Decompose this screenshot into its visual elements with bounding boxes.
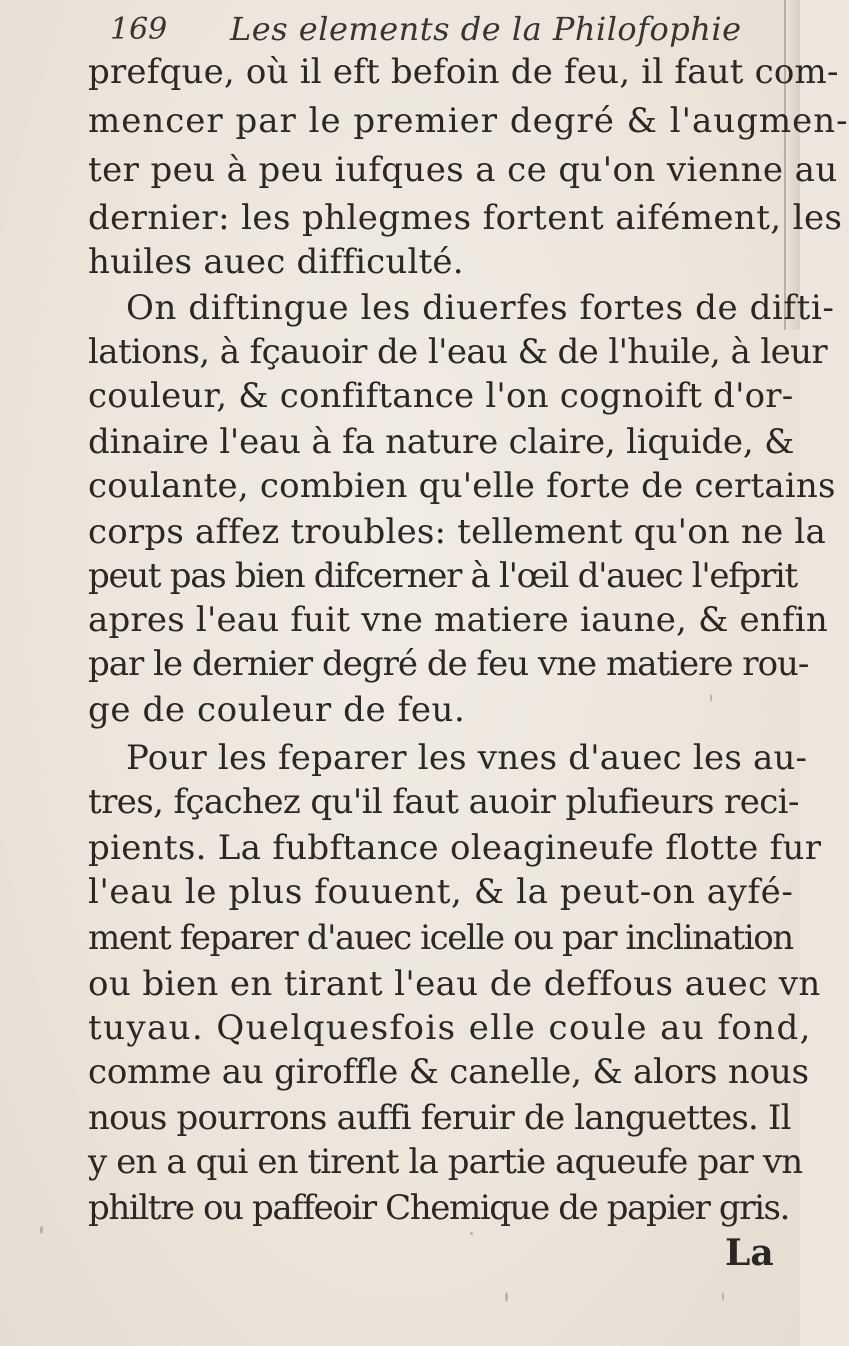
text-line: Pour les feparer les vnes d'auec les au- <box>126 738 808 778</box>
catchword: La <box>725 1232 774 1274</box>
text-line: couleur, & confiftance l'on cognoift d'or- <box>88 376 794 416</box>
text-line: peut pas bien difcerner à l'œil d'auec l'efprit <box>88 556 797 596</box>
text-line: tuyau. Quelquesfois elle coule au fond, <box>88 1008 812 1048</box>
text-line: lations, à fçauoir de l'eau & de l'huile, à leur <box>88 332 828 372</box>
page-number: 169 <box>110 12 168 47</box>
text-line: corps affez troubles: tellement qu'on ne la <box>88 512 826 552</box>
text-line: pients. La fubftance oleagineufe flotte fur <box>88 828 822 868</box>
text-line: ment feparer d'auec icelle ou par inclination <box>88 918 793 958</box>
text-line: par le dernier degré de feu vne matiere rou- <box>88 644 809 684</box>
text-line: tres, fçachez qu'il faut auoir plufieurs reci- <box>88 782 799 822</box>
text-line: dinaire l'eau à fa nature claire, liquide, & <box>88 422 795 462</box>
text-line: ou bien en tirant l'eau de deffous auec vn <box>88 964 821 1004</box>
text-line: prefque, où il eft befoin de feu, il faut com- <box>88 52 839 92</box>
text-line: comme au giroffle & canelle, & alors nous <box>88 1052 809 1092</box>
text-line: ter peu à peu iufques a ce qu'on vienne au <box>88 150 838 190</box>
text-line: nous pourrons auffi feruir de languettes. Il <box>88 1098 791 1138</box>
text-line: l'eau le plus fouuent, & la peut-on ayfé- <box>88 872 794 912</box>
text-line: dernier: les phlegmes fortent aifément, les <box>88 198 843 238</box>
text-line: ge de couleur de feu. <box>88 690 466 730</box>
text-line-last: philtre ou paffeoir Chemique de papier gris. <box>88 1188 789 1228</box>
text-line: huiles auec difficulté. <box>88 242 464 282</box>
running-title: Les elements de la Philofophie <box>230 10 742 48</box>
text-line: mencer par le premier degré & l'augmen- <box>88 101 849 141</box>
text-line: y en a qui en tirent la partie aqueufe par vn <box>88 1142 803 1182</box>
text-line: coulante, combien qu'elle forte de certains <box>88 466 836 506</box>
text-line: apres l'eau fuit vne matiere iaune, & enfin <box>88 600 828 640</box>
text-line: On diftingue les diuerfes fortes de difti- <box>126 288 835 328</box>
